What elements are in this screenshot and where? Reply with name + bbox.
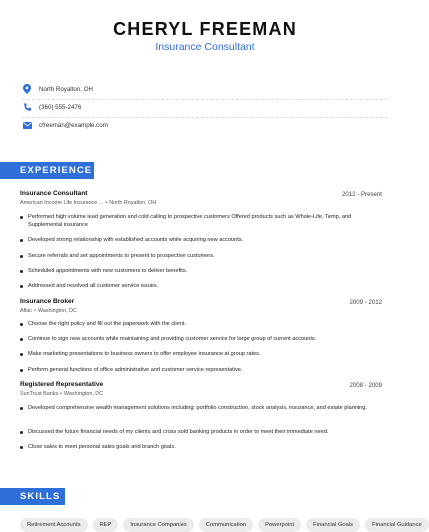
job-location: Washington, DC bbox=[64, 391, 104, 397]
phone-icon bbox=[22, 102, 32, 112]
list-item: Continue to sign new accounts while maintaining and providing customer service for large group of current accounts. bbox=[20, 335, 372, 343]
job-location: North Royalton, OH bbox=[109, 200, 157, 206]
candidate-name: CHERYL FREEMAN bbox=[113, 19, 297, 39]
section-header-skills: SKILLS bbox=[0, 488, 65, 505]
job-company-line: SunTrust Banks • Washington, DC bbox=[20, 391, 104, 397]
job-title-heading: Insurance Consultant bbox=[155, 41, 255, 53]
job-location: Washington, DC bbox=[37, 308, 77, 314]
skill-tag: Insurance Companies bbox=[123, 518, 193, 532]
list-item: Discussed the future financial needs of my clients and cross sold banking products in order to meet their immediate need. bbox=[20, 428, 372, 436]
mail-icon bbox=[22, 120, 32, 130]
job-dates: 2012 - Present bbox=[342, 191, 382, 198]
job-company-line: Aflac • Washington, DC bbox=[20, 308, 77, 314]
job-company: American Income Life Insurance ... bbox=[20, 200, 104, 206]
contact-location bbox=[22, 82, 382, 96]
section-header-experience: EXPERIENCE bbox=[0, 162, 94, 179]
skill-tag: Powerpoint bbox=[258, 518, 301, 532]
job-company: SunTrust Banks bbox=[20, 391, 59, 397]
list-item: Developed comprehensive wealth management solutions including: portfolio construction, stock analysis, insurance, and estate planning. bbox=[20, 404, 372, 412]
list-item: Secure referrals and set appointments to present to prospective customers. bbox=[20, 252, 372, 260]
list-item: Addressed and resolved all customer service issues. bbox=[20, 282, 372, 290]
job-title: Insurance Broker bbox=[20, 298, 75, 305]
list-item: Developed strong relationship with established accounts while acquiring new accounts. bbox=[20, 236, 372, 244]
job-dates: 2009 - 2012 bbox=[349, 299, 382, 306]
email-link[interactable]: cfreeman@example.com bbox=[39, 121, 108, 129]
list-item: Choose the right policy and fill out the paperwork with the client. bbox=[20, 320, 372, 328]
skills-list bbox=[20, 518, 422, 532]
location-text: North Royalton, OH bbox=[39, 85, 93, 93]
skill-tag: Financial Goals bbox=[306, 518, 360, 532]
skill-tag: Retirement Accounts bbox=[20, 518, 88, 532]
job-title: Insurance Consultant bbox=[20, 190, 88, 197]
contact-phone bbox=[22, 100, 382, 114]
list-item: Performed high volume lead generation and cold calling to prospective customers Offered products such as Whole-Life, Temp, and Supplemental insurance bbox=[20, 213, 372, 230]
list-item: Perform general functions of office administrative and customer service representative. bbox=[20, 366, 372, 374]
list-item: Make marketing presentations to business owners to offer employee insurance at group rates. bbox=[20, 350, 372, 358]
job-title: Registered Representative bbox=[20, 381, 104, 388]
map-pin-icon bbox=[22, 84, 32, 94]
contact-email[interactable] bbox=[22, 118, 382, 132]
job-company: Aflac bbox=[20, 308, 32, 314]
phone-text: (360) 555-2476 bbox=[39, 103, 82, 111]
job-company-line: American Income Life Insurance ... • North Royalton, OH bbox=[20, 200, 157, 206]
skill-tag: Communication bbox=[199, 518, 253, 532]
list-item: Scheduled appointments with new customers to deliver benefits. bbox=[20, 267, 372, 275]
skill-tag: Financial Guidance bbox=[365, 518, 429, 532]
skill-tag: REP bbox=[93, 518, 119, 532]
job-dates: 2008 - 2009 bbox=[349, 382, 382, 389]
list-item: Close sales to meet personal sales goals and branch goals. bbox=[20, 443, 372, 451]
